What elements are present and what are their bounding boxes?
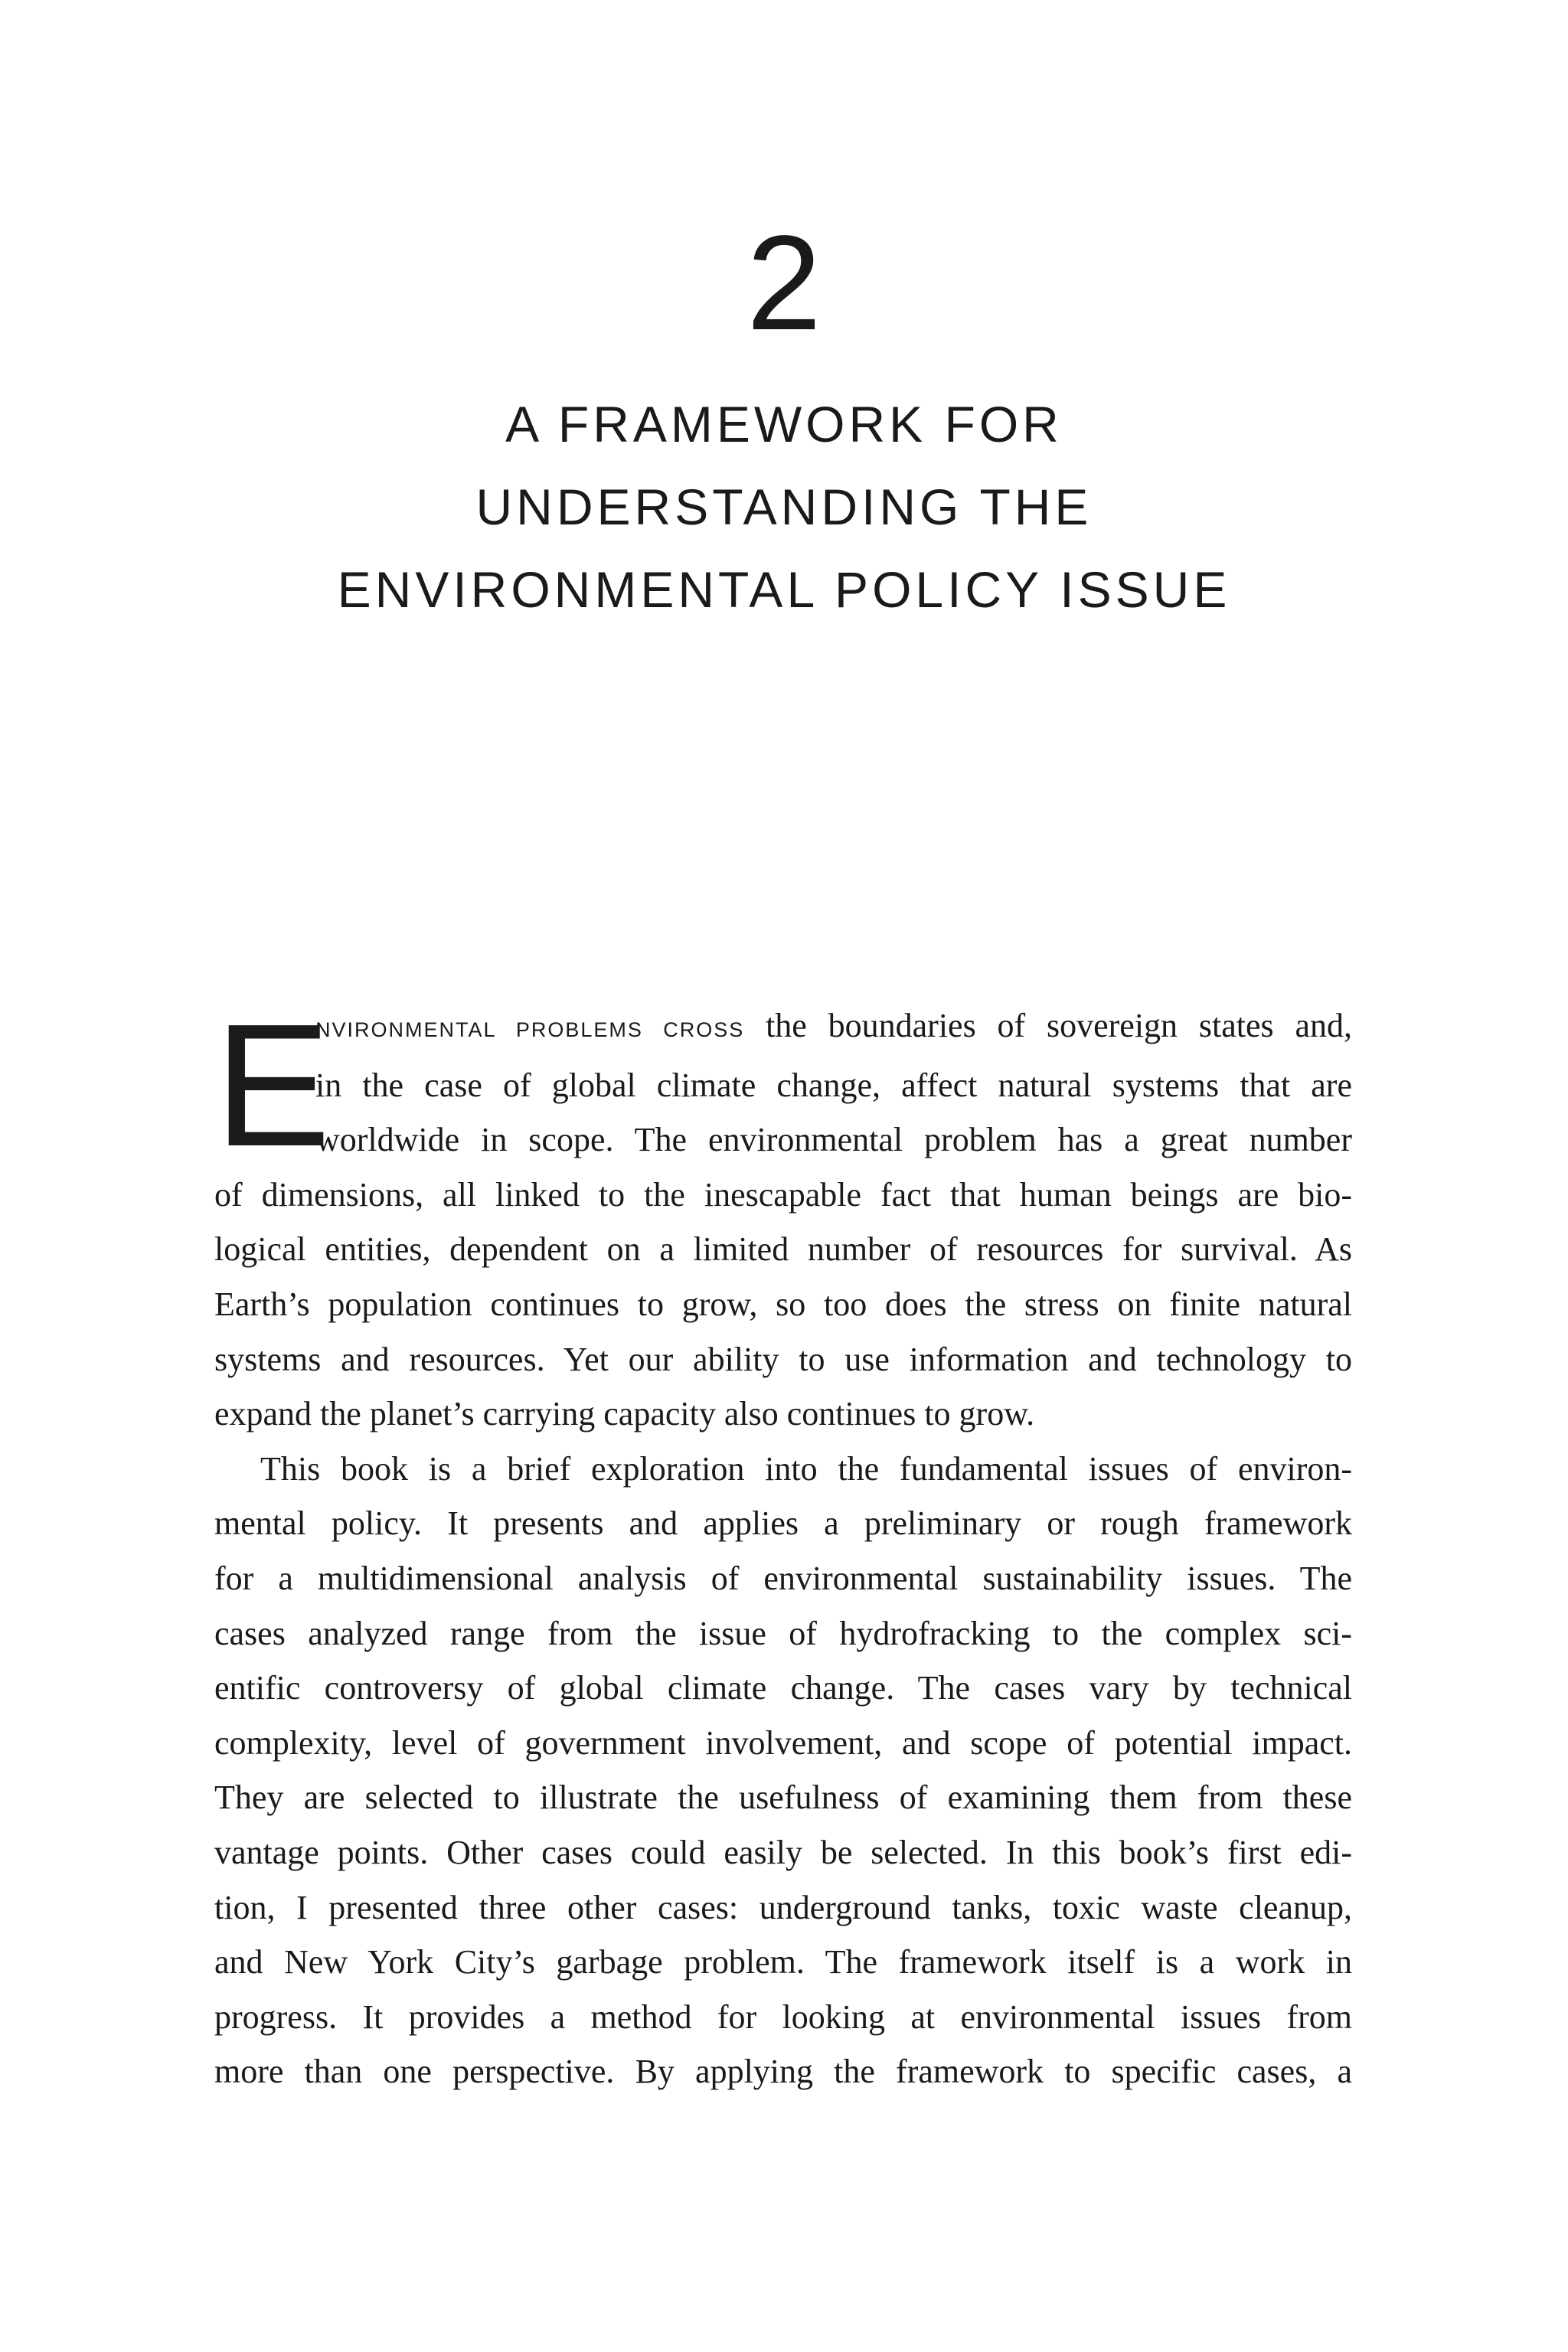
chapter-title — [0, 383, 1568, 631]
text-line: complexity, level of government involvement, and scope of potential impact. — [214, 1723, 1352, 1762]
text-fragment: the boundaries of sovereign states and, — [766, 1007, 1352, 1044]
chapter-number: 2 — [746, 208, 822, 358]
text-line: vantage points. Other cases could easily be selected. In this book’s first edi- — [214, 1833, 1352, 1871]
text-line: progress. It provides a method for looking at environmental issues from — [214, 1998, 1352, 2036]
paragraph-2 — [214, 1442, 1352, 2099]
text-line: logical entities, dependent on a limited number of resources for survival. As — [214, 1230, 1352, 1269]
text-line: Earth’s population continues to grow, so too does the stress on finite natural — [214, 1285, 1352, 1323]
text-line: in the case of global climate change, affect natural systems that are — [315, 1066, 1352, 1104]
chapter-title-line: ENVIRONMENTAL POLICY ISSUE — [337, 561, 1231, 618]
text-line: systems and resources. Yet our ability to use information and technology to — [214, 1340, 1352, 1378]
text-line: more than one perspective. By applying the framework to specific cases, a — [214, 2053, 1352, 2091]
text-line: They are selected to illustrate the usefulness of examining them from these — [214, 1779, 1352, 1817]
text-line: entific controversy of global climate change. The cases vary by technical — [214, 1669, 1352, 1707]
text-line: expand the planet’s carrying capacity also continues to grow. — [214, 1395, 1035, 1433]
chapter-title-line: A FRAMEWORK FOR — [505, 396, 1063, 452]
drop-cap: E — [214, 988, 332, 1183]
text-line: tion, I presented three other cases: underground tanks, toxic waste cleanup, — [214, 1888, 1352, 1926]
text-line: This book is a brief exploration into the fundamental issues of environ- — [260, 1449, 1352, 1488]
chapter-title-line: UNDERSTANDING THE — [475, 479, 1093, 535]
paragraph-1 — [214, 988, 1352, 1442]
text-line — [214, 998, 1352, 1058]
text-line: worldwide in scope. The environmental problem has a great number — [315, 1121, 1352, 1159]
small-caps-lead: NVIRONMENTAL PROBLEMS CROSS — [315, 1018, 745, 1041]
text-line: mental policy. It presents and applies a preliminary or rough framework — [214, 1504, 1352, 1543]
text-line: cases analyzed range from the issue of hydrofracking to the complex sci- — [214, 1614, 1352, 1652]
text-line: for a multidimensional analysis of environmental sustainability issues. The — [214, 1559, 1352, 1597]
text-line: of dimensions, all linked to the inescapable fact that human beings are bio- — [214, 1175, 1352, 1214]
body-text — [214, 988, 1352, 2099]
text-line: and New York City’s garbage problem. The framework itself is a work in — [214, 1943, 1352, 1981]
